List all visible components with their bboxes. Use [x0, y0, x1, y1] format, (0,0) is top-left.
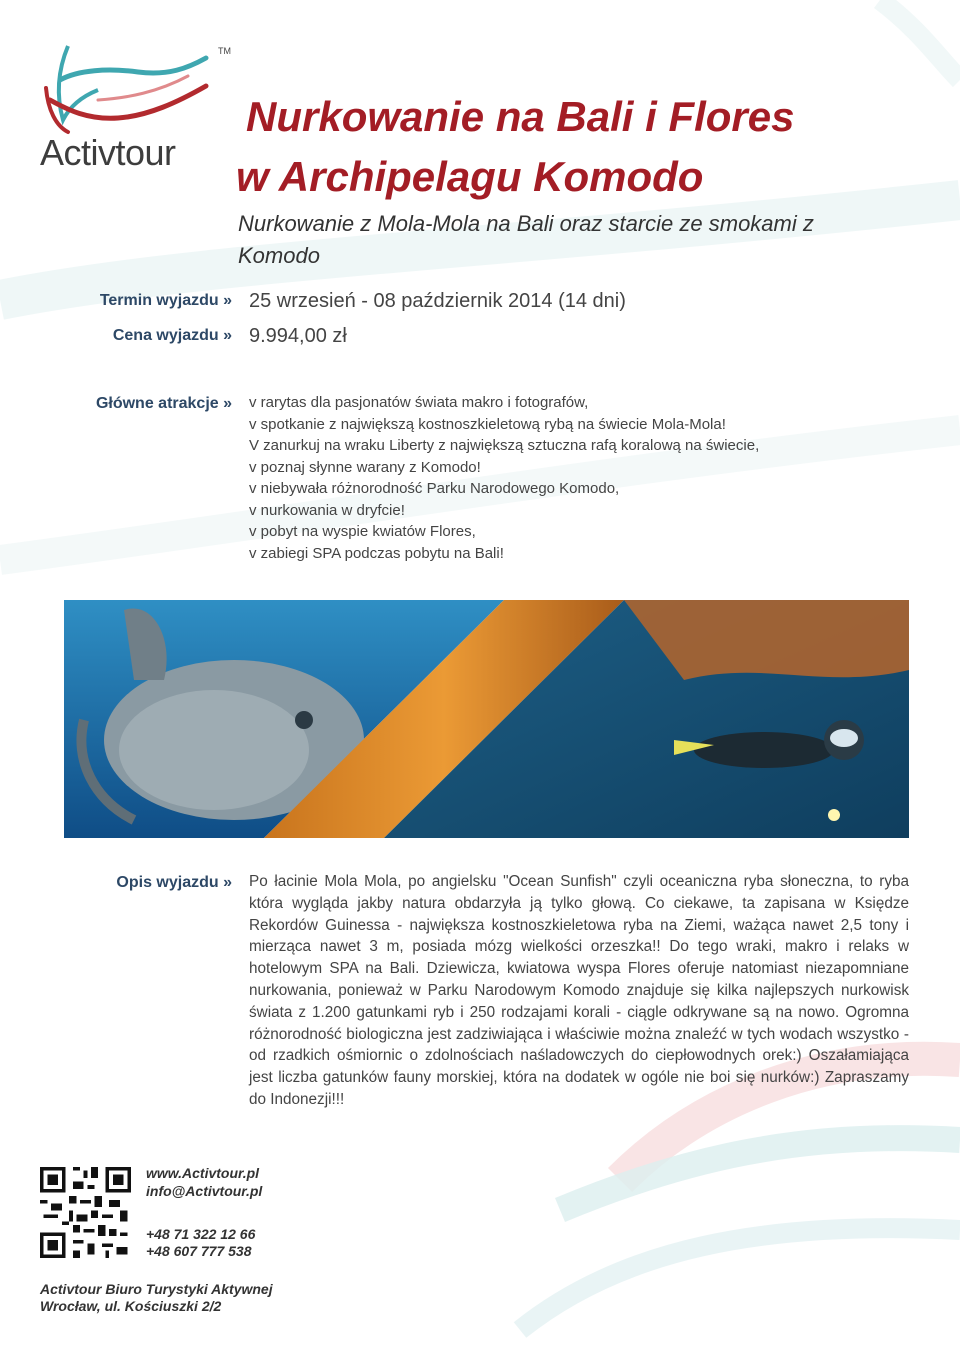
phone-number-1[interactable]: +48 71 322 12 66 [146, 1226, 256, 1242]
diving-photo-collage [64, 600, 909, 838]
attractions-label: Główne atrakcje » [95, 395, 232, 412]
list-item: V zanurkuj na wraku Liberty z największą sztuczna rafą koralową na świecie, [249, 437, 760, 454]
list-item: v zabiegi SPA podczas pobytu na Bali! [249, 544, 504, 562]
website-link[interactable]: www.Activtour.pl [146, 1165, 260, 1181]
logo-wordmark: Activtour [40, 132, 176, 173]
company-name: Activtour Biuro Turystyki Aktywnej [40, 1281, 273, 1297]
list-item: v poznaj słynne warany z Komodo! [249, 458, 481, 476]
list-item: v niebywała różnorodność Parku Narodowego Komodo, [249, 480, 620, 497]
phone-number-2[interactable]: +48 607 777 538 [146, 1243, 252, 1259]
page-title-line1: Nurkowanie na Bali i Flores [246, 93, 795, 140]
price-label: Cena wyjazdu » [112, 327, 232, 344]
logo-swoosh-icon [38, 40, 213, 135]
term-value: 25 wrzesień - 08 październik 2014 (14 dni) [249, 290, 626, 312]
list-item: v pobyt na wyspie kwiatów Flores, [249, 523, 476, 540]
term-label: Termin wyjazdu » [99, 292, 232, 309]
price-value: 9.994,00 zł [249, 325, 347, 347]
list-item: v spotkanie z największą kostnoszkieletową rybą na świecie Mola-Mola! [249, 415, 726, 433]
attractions-list [249, 392, 759, 564]
qr-code-icon[interactable] [40, 1167, 131, 1258]
trademark-symbol: TM [218, 46, 231, 56]
list-item: v rarytas dla pasjonatów świata makro i fotografów, [249, 394, 589, 411]
activtour-logo[interactable] [38, 40, 231, 173]
page-title-line2: w Archipelagu Komodo [236, 153, 704, 200]
page-subtitle: Nurkowanie z Mola-Mola na Bali oraz starcie ze smokami z Komodo [238, 211, 814, 268]
email-link[interactable]: info@Activtour.pl [146, 1183, 263, 1199]
description-label: Opis wyjazdu » [116, 874, 232, 891]
list-item: v nurkowania w dryfcie! [249, 501, 405, 519]
company-address: Wrocław, ul. Kościuszki 2/2 [40, 1298, 222, 1314]
trip-description: Po łacinie Mola Mola, po angielsku "Ocean Sunfish" czyli oceaniczna ryba słoneczna, to ryba która wygląda jakby natura obdarzyła ją tylko głową. Co ciekawe, ta zapisana w Księdze Rekordów Guinessa - największa kostnoszkieletowa ryba na Ziemi, ważąca nawet 2,5 tony i mierząca nawet 3 m, posiada mózg wielkości orzeszka!! Do tego wraki, makro i relaks w hotelowym SPA na Bali. Dziewicza, kwiatowa wyspa Flores oferuje natomiast niezapomniane nurkowania, ponieważ w Parku Narodowym Komodo znajduje się kilka najlepszych nurkowisk świata z 1.200 gatunkami ryb i 250 rodzajami korali - ciągle odkrywane są na nowo. Ogromna różnorodność biologiczna jest zadziwiająca i właściwie można znaleźć w tych wodach wszystko - od rzadkich ośmiornic o zdolnościach naśladowczych do ciepłowodnych orek:) Oszałamiająca jest liczba gatunków fauny morskiej, która na dodatek w ogóle nie boi się nurków:) Zapraszamy do Indonezji!!! [249, 873, 909, 1108]
